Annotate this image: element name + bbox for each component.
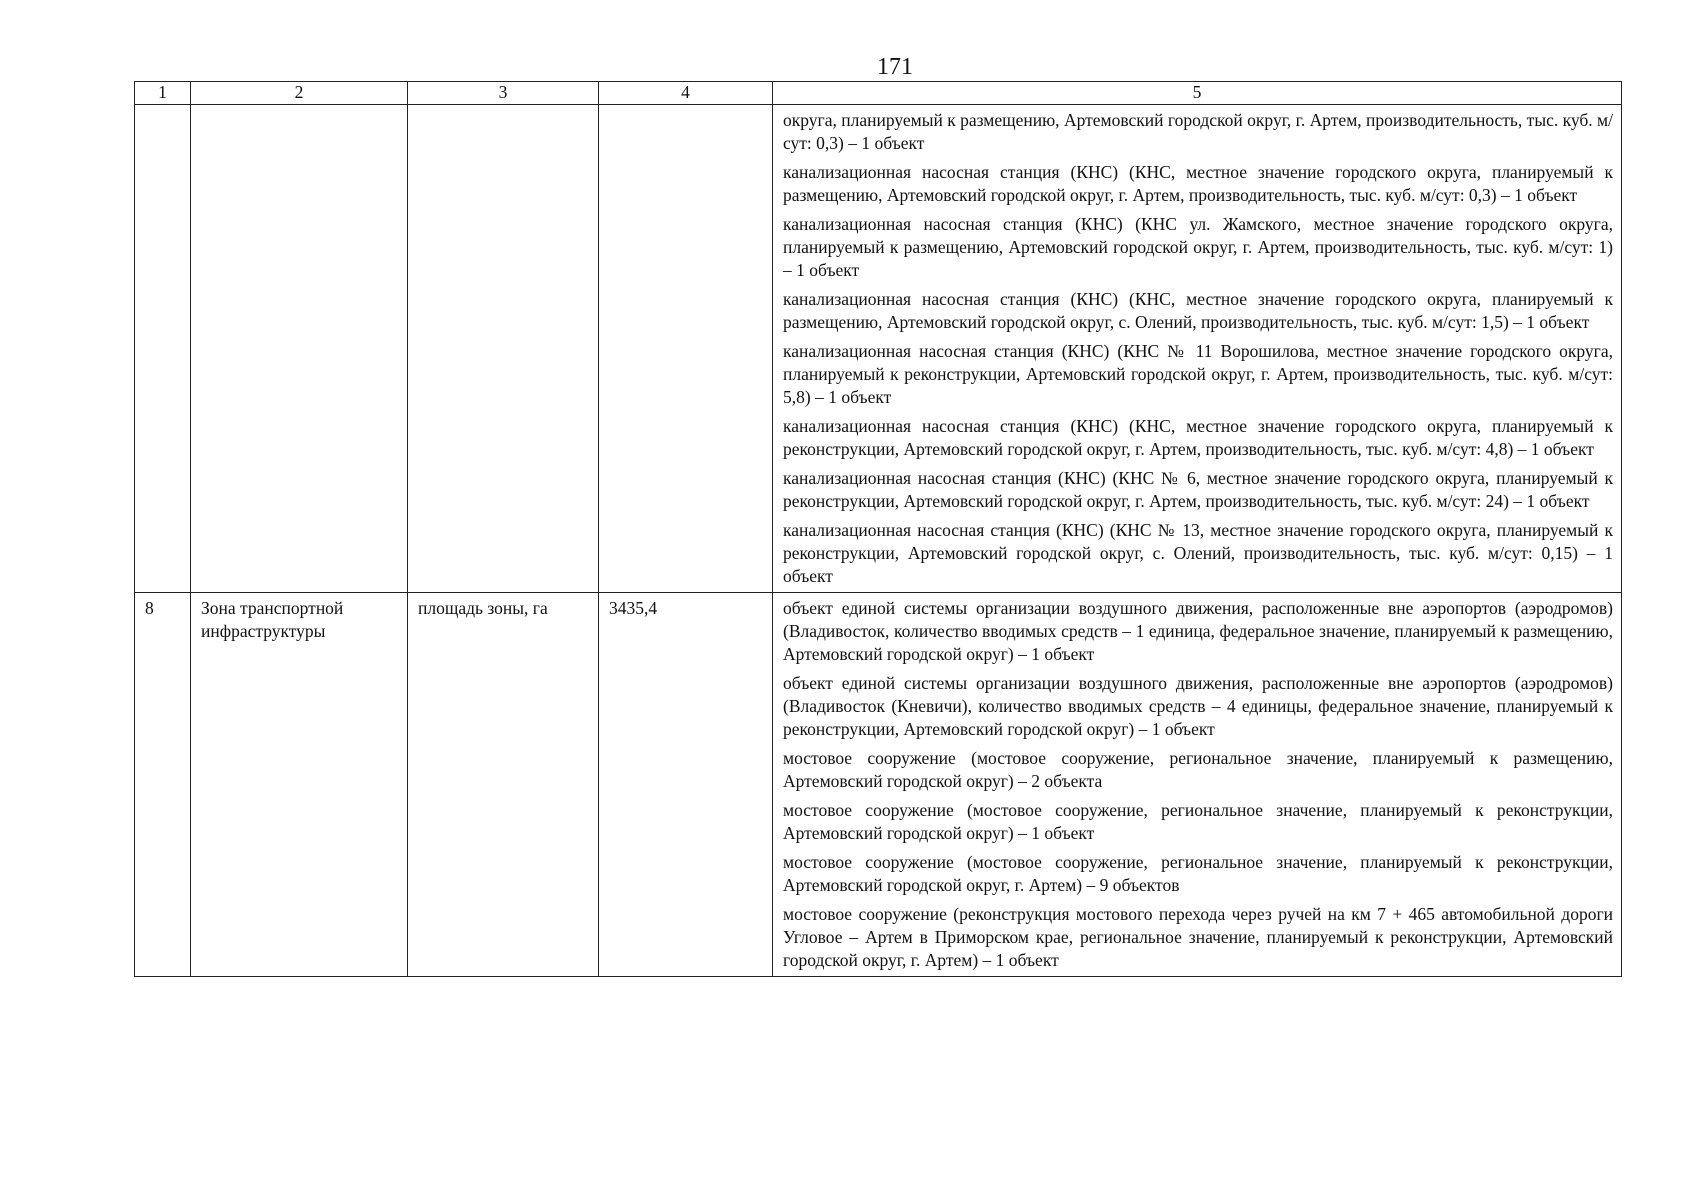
header-row bbox=[135, 82, 1622, 105]
object-entry: объект единой системы организации воздушного движения, расположенные вне аэропортов (аэродромов) (Владивосток (Кневичи), количество вводимых средств – 4 единицы, федеральное значение, планируемый к реконструкции, Артемовский городской округ) – 1 объект bbox=[783, 673, 1613, 739]
zone-value: 3435,4 bbox=[599, 593, 773, 977]
header-col-3: 3 bbox=[408, 82, 599, 105]
table-row-continuation bbox=[135, 105, 1622, 593]
object-entry: канализационная насосная станция (КНС) (КНС № 11 Ворошилова, местное значение городского округа, планируемый к реконструкции, Артемовский городской округ, г. Артем, производительность, тыс. куб. м/сут: 5,8) – 1 объект bbox=[783, 341, 1613, 407]
object-entry: канализационная насосная станция (КНС) (КНС, местное значение городского округа, планируемый к реконструкции, Артемовский городской округ, г. Артем, производительность, тыс. куб. м/сут: 4,8) – 1 объект bbox=[783, 416, 1613, 459]
object-entry: канализационная насосная станция (КНС) (КНС ул. Жамского, местное значение городского округа, планируемый к размещению, Артемовский городской округ, г. Артем, производительность, тыс. куб. м/сут: 1) – 1 объект bbox=[783, 214, 1613, 280]
objects-cell bbox=[773, 105, 1622, 593]
object-entry: мостовое сооружение (реконструкция мостового перехода через ручей на км 7 + 465 автомобильной дороги Угловое – Артем в Приморском крае, региональное значение, планируемый к реконструкции, Артемовский городской округ, г. Артем) – 1 объект bbox=[783, 904, 1613, 970]
header-col-4: 4 bbox=[599, 82, 773, 105]
header-col-2: 2 bbox=[191, 82, 408, 105]
row-number: 8 bbox=[135, 593, 191, 977]
empty-cell-col-1 bbox=[135, 105, 191, 593]
empty-cell-col-2 bbox=[191, 105, 408, 593]
header-col-5: 5 bbox=[773, 82, 1622, 105]
empty-cell-col-4 bbox=[599, 105, 773, 593]
empty-cell-col-3 bbox=[408, 105, 599, 593]
object-entry: канализационная насосная станция (КНС) (КНС, местное значение городского округа, планируемый к размещению, Артемовский городской округ, г. Артем, производительность, тыс. куб. м/сут: 0,3) – 1 объект bbox=[783, 162, 1613, 205]
object-entry: канализационная насосная станция (КНС) (КНС, местное значение городского округа, планируемый к размещению, Артемовский городской округ, с. Олений, производительность, тыс. куб. м/сут: 1,5) – 1 объект bbox=[783, 289, 1613, 332]
page-number: 171 bbox=[877, 54, 913, 80]
zone-name: Зона транспортной инфраструктуры bbox=[191, 593, 408, 977]
object-entry: мостовое сооружение (мостовое сооружение, региональное значение, планируемый к реконструкции, Артемовский городской округ) – 1 объект bbox=[783, 800, 1613, 843]
object-entry: канализационная насосная станция (КНС) (КНС № 13, местное значение городского округа, планируемый к реконструкции, Артемовский городской округ, с. Олений, производительность, тыс. куб. м/сут: 0,15) – 1 объект bbox=[783, 520, 1613, 586]
object-entry: мостовое сооружение (мостовое сооружение, региональное значение, планируемый к реконструкции, Артемовский городской округ, г. Артем) – 9 объектов bbox=[783, 852, 1613, 895]
object-entry: округа, планируемый к размещению, Артемовский городской округ, г. Артем, производительность, тыс. куб. м/сут: 0,3) – 1 объект bbox=[783, 110, 1613, 153]
object-entry: канализационная насосная станция (КНС) (КНС № 6, местное значение городского округа, планируемый к реконструкции, Артемовский городской округ, г. Артем, производительность, тыс. куб. м/сут: 24) – 1 объект bbox=[783, 468, 1613, 511]
table-row-8 bbox=[135, 593, 1622, 977]
object-entry: мостовое сооружение (мостовое сооружение, региональное значение, планируемый к размещению, Артемовский городской округ) – 2 объекта bbox=[783, 748, 1613, 791]
zone-parameter: площадь зоны, га bbox=[408, 593, 599, 977]
object-entry: объект единой системы организации воздушного движения, расположенные вне аэропортов (аэродромов) (Владивосток, количество вводимых средств – 1 единица, федеральное значение, планируемый к размещению, Артемовский городской округ) – 1 объект bbox=[783, 598, 1613, 664]
objects-cell bbox=[773, 593, 1622, 977]
document-table bbox=[134, 81, 1622, 977]
header-col-1: 1 bbox=[135, 82, 191, 105]
